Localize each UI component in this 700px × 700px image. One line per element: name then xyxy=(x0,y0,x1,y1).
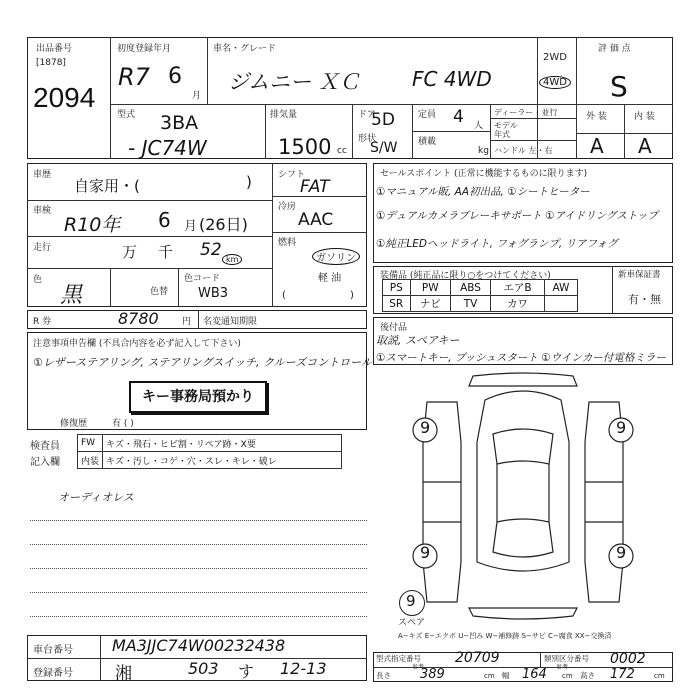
type-label: 型式指定番号 xyxy=(376,654,421,663)
color-value: 黒 xyxy=(60,283,83,308)
sales-point-3: ①純正LEDヘッドライト, フォグランプ, リアフォグ xyxy=(376,238,618,250)
load-unit: kg xyxy=(478,146,489,156)
equip-navi: ナビ xyxy=(410,296,450,312)
inspection-month-unit: 月 xyxy=(184,219,198,234)
notes-line1: ①レザーステアリング, ステアリングスイッチ, クルーズコントロール xyxy=(33,356,372,369)
seats-value: 4 xyxy=(453,107,464,127)
rating-value: S xyxy=(610,70,628,103)
class-ref: 参考 xyxy=(556,664,569,671)
mileage-unit: km xyxy=(222,254,242,265)
height-value: 172 xyxy=(610,667,635,682)
chassis-value: MA3JJC74W00232438 xyxy=(112,636,286,655)
tire-mark-rr: 9 xyxy=(616,543,627,562)
width-value: 164 xyxy=(522,667,547,682)
interior-value: A xyxy=(638,134,652,158)
lot-number: 2094 xyxy=(33,82,96,113)
model-year-label: モデル年式 xyxy=(494,121,518,139)
drive-value: 4WD xyxy=(539,76,571,89)
equip-ps: PS xyxy=(383,280,411,296)
inspection-day: (26日) xyxy=(199,215,248,234)
type-ref: 参考 xyxy=(412,664,425,671)
width-unit: cm xyxy=(562,672,573,680)
displacement-value: 1500 xyxy=(278,135,332,159)
equip-aw: AW xyxy=(544,280,577,296)
load-label: 積載 xyxy=(418,137,437,147)
model-label: 型式 xyxy=(117,110,136,120)
tire-mark-rl: 9 xyxy=(420,543,431,562)
equip-sr: SR xyxy=(383,296,411,312)
int-items: キズ・汚し・コゲ・穴・スレ・キレ・破レ xyxy=(103,452,342,469)
damage-legend: A−キズ E−エクボ U−凹み W−補修跡 S−サビ C−腐食 XX−交換済 xyxy=(398,632,612,640)
fuel-gasoline: ガソリン xyxy=(312,248,360,265)
sales-points-label: セールスポイント (正常に機能するものに限ります) xyxy=(380,169,588,179)
class-value: 0002 xyxy=(610,651,646,667)
mileage-man: 万 xyxy=(122,243,138,261)
inspection-label: 車検 xyxy=(33,206,52,216)
shape-value: S/W xyxy=(370,140,398,156)
doors-label: ドア xyxy=(358,110,376,120)
height-unit: cm xyxy=(654,672,665,680)
equipment-label: 装備品 (純正品に限り○をつけてください) xyxy=(380,271,551,281)
body-label: 車歴 xyxy=(33,170,52,180)
repair-label: 修復歴 xyxy=(60,419,88,429)
equip-leather: カワ xyxy=(491,296,545,312)
shift-value: FAT xyxy=(300,177,330,197)
color-label: 色 xyxy=(33,275,43,285)
model-prefix: 3BA xyxy=(160,112,199,134)
doors-value: 5D xyxy=(371,110,395,130)
first-reg-month-unit: 月 xyxy=(192,91,202,101)
body-value: 自家用・( xyxy=(74,177,140,195)
reg-region: 湘 xyxy=(115,664,132,684)
ac-label: 冷房 xyxy=(278,202,297,212)
fuel-diesel: 軽 油 xyxy=(318,273,342,284)
rating-label: 評 価 点 xyxy=(598,44,631,54)
reg-kana: す xyxy=(238,662,255,681)
first-reg-month: 6 xyxy=(168,64,182,89)
aftermarket-label: 後付品 xyxy=(380,323,408,333)
height-label: 高さ xyxy=(580,671,595,680)
tire-mark-fr: 9 xyxy=(616,418,627,437)
equip-blank xyxy=(544,296,577,312)
car-name-value: ジムニー ＸＣ xyxy=(228,70,360,94)
sales-point-2: ①デュアルカメラブレーキサポート ①アイドリングストップ xyxy=(376,210,658,222)
length-value: 389 xyxy=(420,667,445,682)
recycle-unit: 円 xyxy=(182,317,192,327)
inspector-memo: オーディオレス xyxy=(58,491,134,504)
warranty-label: 新車保証書 xyxy=(618,270,661,280)
spare-mark: 9 xyxy=(406,592,416,610)
width-label: 幅 xyxy=(502,671,510,680)
equip-abs: ABS xyxy=(450,280,490,296)
tax-label: 名変通知期限 xyxy=(203,317,258,327)
tire-mark-fl: 9 xyxy=(420,418,431,437)
equip-pw: PW xyxy=(410,280,450,296)
aftermarket-line2: ①スマートキー, プッシュスタート ①ウインカー付電格ミラー xyxy=(376,352,666,364)
first-reg-label: 初度登録年月 xyxy=(117,44,172,54)
inspection-month: 6 xyxy=(158,208,171,232)
exterior-label: 外 装 xyxy=(586,112,607,122)
equip-airbag: エアB xyxy=(491,280,545,296)
fuel-label: 燃料 xyxy=(278,238,297,248)
mileage-label: 走行 xyxy=(33,243,52,253)
interior-label: 内 装 xyxy=(634,112,655,122)
seats-label: 定員 xyxy=(418,110,437,120)
first-reg-value: R7 xyxy=(118,63,150,91)
fw-label: FW xyxy=(78,435,103,452)
handle-label: ハンドル 左・右 xyxy=(494,146,553,155)
notes-label: 注意事項申告欄 (不具合内容を必ず記入して下さい) xyxy=(33,339,241,349)
lot-code: [1878] xyxy=(36,58,66,68)
inspector-table xyxy=(77,434,342,469)
seats-unit: 人 xyxy=(474,121,484,131)
displacement-label: 排気量 xyxy=(270,110,298,120)
displacement-unit: cc xyxy=(337,146,347,156)
inspector-label1: 検査員 xyxy=(30,441,60,452)
lot-label: 出品番号 xyxy=(36,44,73,54)
dealer-label: ディーラー・並行 xyxy=(494,108,558,117)
reg-class: 503 xyxy=(188,659,219,678)
repair-value: 有 ( ) xyxy=(112,419,134,429)
drive-label: 2WD xyxy=(543,52,567,63)
car-name-label: 車名・グレード xyxy=(213,44,277,54)
color-code-label: 色コード xyxy=(184,274,221,284)
aftermarket-line1: 取説, スペアキー xyxy=(376,334,460,347)
recycle-label: R 券 xyxy=(33,317,52,327)
car-diagram xyxy=(373,372,673,624)
equipment-table xyxy=(382,279,578,312)
int-label: 内装 xyxy=(78,452,103,469)
inspector-label2: 記入欄 xyxy=(30,457,60,468)
length-unit: cm xyxy=(484,672,495,680)
fw-items: キズ・飛石・ヒビ割・リペア跡・X要 xyxy=(103,435,342,452)
spare-label: スペア xyxy=(398,618,426,628)
ac-value: AAC xyxy=(298,210,334,230)
mileage-sen: 千 xyxy=(158,243,174,261)
warranty-value: 有・無 xyxy=(628,293,661,306)
auction-sheet: 出品番号 [1878] 2094 初度登録年月 R7 6 月 車名・グレード ジムニー ＸＣ FC 4WD 2WD 4WD 評 価 点 S 外 装 内 装 A A 型式 3BA - JC74W 排気量 1500 cc ドア 5D 形状 S/W 定員 4 人 積載 kg ディーラー・並行 モデル年式 ハンドル 左・右 車歴 自家用・( ) 車検 R10年 6 月 (26日) 走行 万 千 52 km 色 黒 色替 色コード WB3 シフト FAT 冷房 AAC 燃料 ガソリン 軽 油 ( ) R 券 8780 円 名変通知期限 注意事項申告欄 (不具合内容を必ず記入して下さい) ①レザーステアリング, ステアリングスイッチ, クルーズコントロール キー事務局預かり 修復歴 有 ( ) 検査員 記入欄 FW キズ・飛石・ヒビ割・リペア跡・X要 内装 キズ・汚し・コゲ・穴・スレ・キレ・破レ オーディオレス セールスポイント (正常に機能するものに限ります) ①マニュアル販, AA初出品, ①シートヒーター ①デュアルカメラブレーキサポート ①アイドリングストップ ①純正LEDヘッドライト, フォグランプ, リアフォグ 装備品 (純正品に限り○をつけてください) 新車保証書 有・無 PS PW ABS エアB AW SR ナビ TV カワ 後付品 取説, スペアキー ①スマートキー, プッシュスタート ①ウインカー付電格ミラー 9 9 9 9 9 スペア A−キズ E−エクボ U−凹み W−補修跡 S−サビ C−腐食 XX−交換済 車台番号 MA3JJC74W00232438 登録番号 湘 503 す 12-13 型式指定番号 参考 20709 類別区分番号 参考 0002 長さ 389 cm 幅 164 cm 高さ 172 cm xyxy=(0,0,700,700)
shape-label: 形状 xyxy=(358,134,377,144)
equip-tv: TV xyxy=(450,296,490,312)
exterior-value: A xyxy=(590,134,604,158)
shift-label: シフト xyxy=(278,170,306,180)
model-value: - JC74W xyxy=(128,136,207,160)
length-label: 長さ xyxy=(376,671,391,680)
mileage-value: 52 xyxy=(200,240,222,260)
sales-point-1: ①マニュアル販, AA初出品, ①シートヒーター xyxy=(376,186,590,198)
chassis-label: 車台番号 xyxy=(33,645,73,656)
car-grade-value: FC 4WD xyxy=(412,67,492,91)
class-label: 類別区分番号 xyxy=(544,654,589,663)
recycle-value: 8780 xyxy=(118,309,159,328)
reg-number: 12-13 xyxy=(280,659,327,678)
color-change-label: 色替 xyxy=(150,287,169,297)
key-office-stamp: キー事務局預かり xyxy=(129,381,267,413)
type-value: 20709 xyxy=(455,650,500,666)
inspection-value: R10年 xyxy=(64,214,121,236)
reg-label: 登録番号 xyxy=(33,668,73,679)
recycle-row xyxy=(27,310,367,329)
color-code-value: WB3 xyxy=(198,286,229,301)
